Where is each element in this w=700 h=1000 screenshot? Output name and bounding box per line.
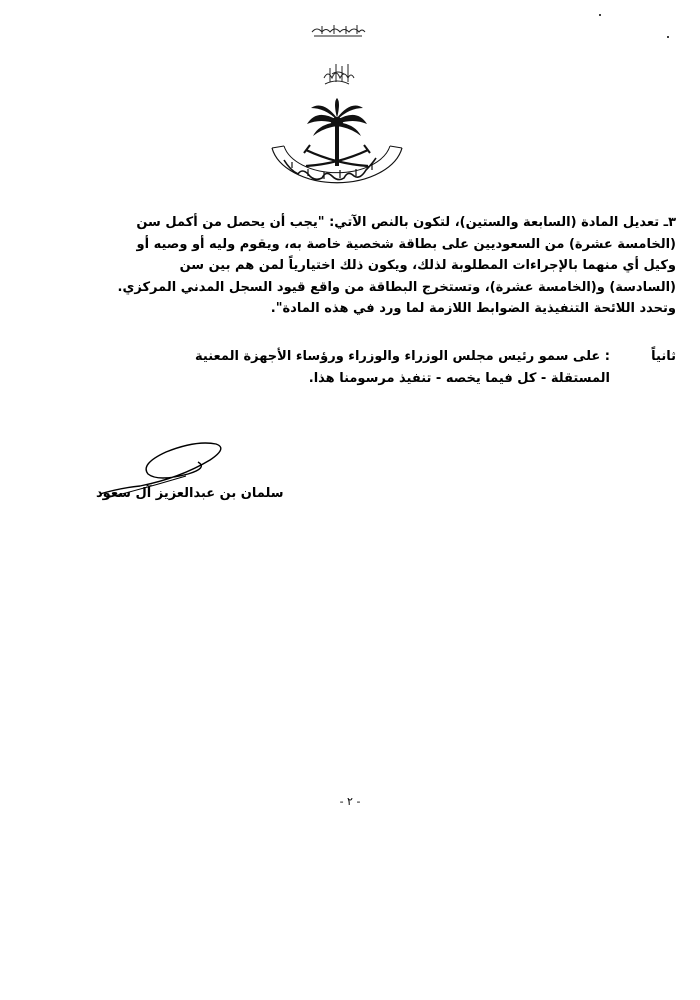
scan-speck: [599, 14, 601, 16]
page-number: - ٢ -: [339, 795, 361, 808]
signer-name: سلمان بن عبدالعزيز آل سعود: [96, 486, 284, 501]
article-line: (الخامسة عشرة) من السعوديين على بطاقة شخصية خاصة به، ويقوم وليه أو وصيه أو: [136, 236, 676, 252]
basmala-calligraphy: [312, 25, 365, 36]
second-clause-line: : على سمو رئيس مجلس الوزراء والوزراء ورؤساء الأجهزة المعنية: [195, 349, 610, 364]
article-line: ٣ـ تعديل المادة (السابعة والستين)، لتكون بالنص الآتي: "يجب أن يحصل من أكمل سن: [136, 215, 676, 230]
kingdom-emblem: [262, 18, 412, 208]
scan-speck: [667, 36, 669, 38]
second-clause-line: المستقلة - كل فيما يخصه - تنفيذ مرسومنا هذا.: [308, 370, 610, 386]
second-clause-text: [36, 346, 610, 389]
second-clause-label: ثانياً: [651, 349, 676, 364]
shahada-calligraphy: [324, 64, 354, 84]
article-line: وتحدد اللائحة التنفيذية الضوابط اللازمة لما ورد في هذه المادة".: [270, 301, 676, 316]
second-clause: [36, 346, 676, 389]
article-line: (السادسة) و(الخامسة عشرة)، وتستخرج البطاقة من واقع قيود السجل المدني المركزي.: [117, 279, 676, 295]
emblem-graphic: [262, 18, 412, 208]
article-amendment-3: [36, 212, 676, 320]
article-line: وكيل أي منهما بالإجراءات المطلوبة لذلك، ويكون ذلك اختيارياً لمن هم بين سن: [179, 258, 676, 273]
palm-tree-icon: [307, 98, 367, 166]
